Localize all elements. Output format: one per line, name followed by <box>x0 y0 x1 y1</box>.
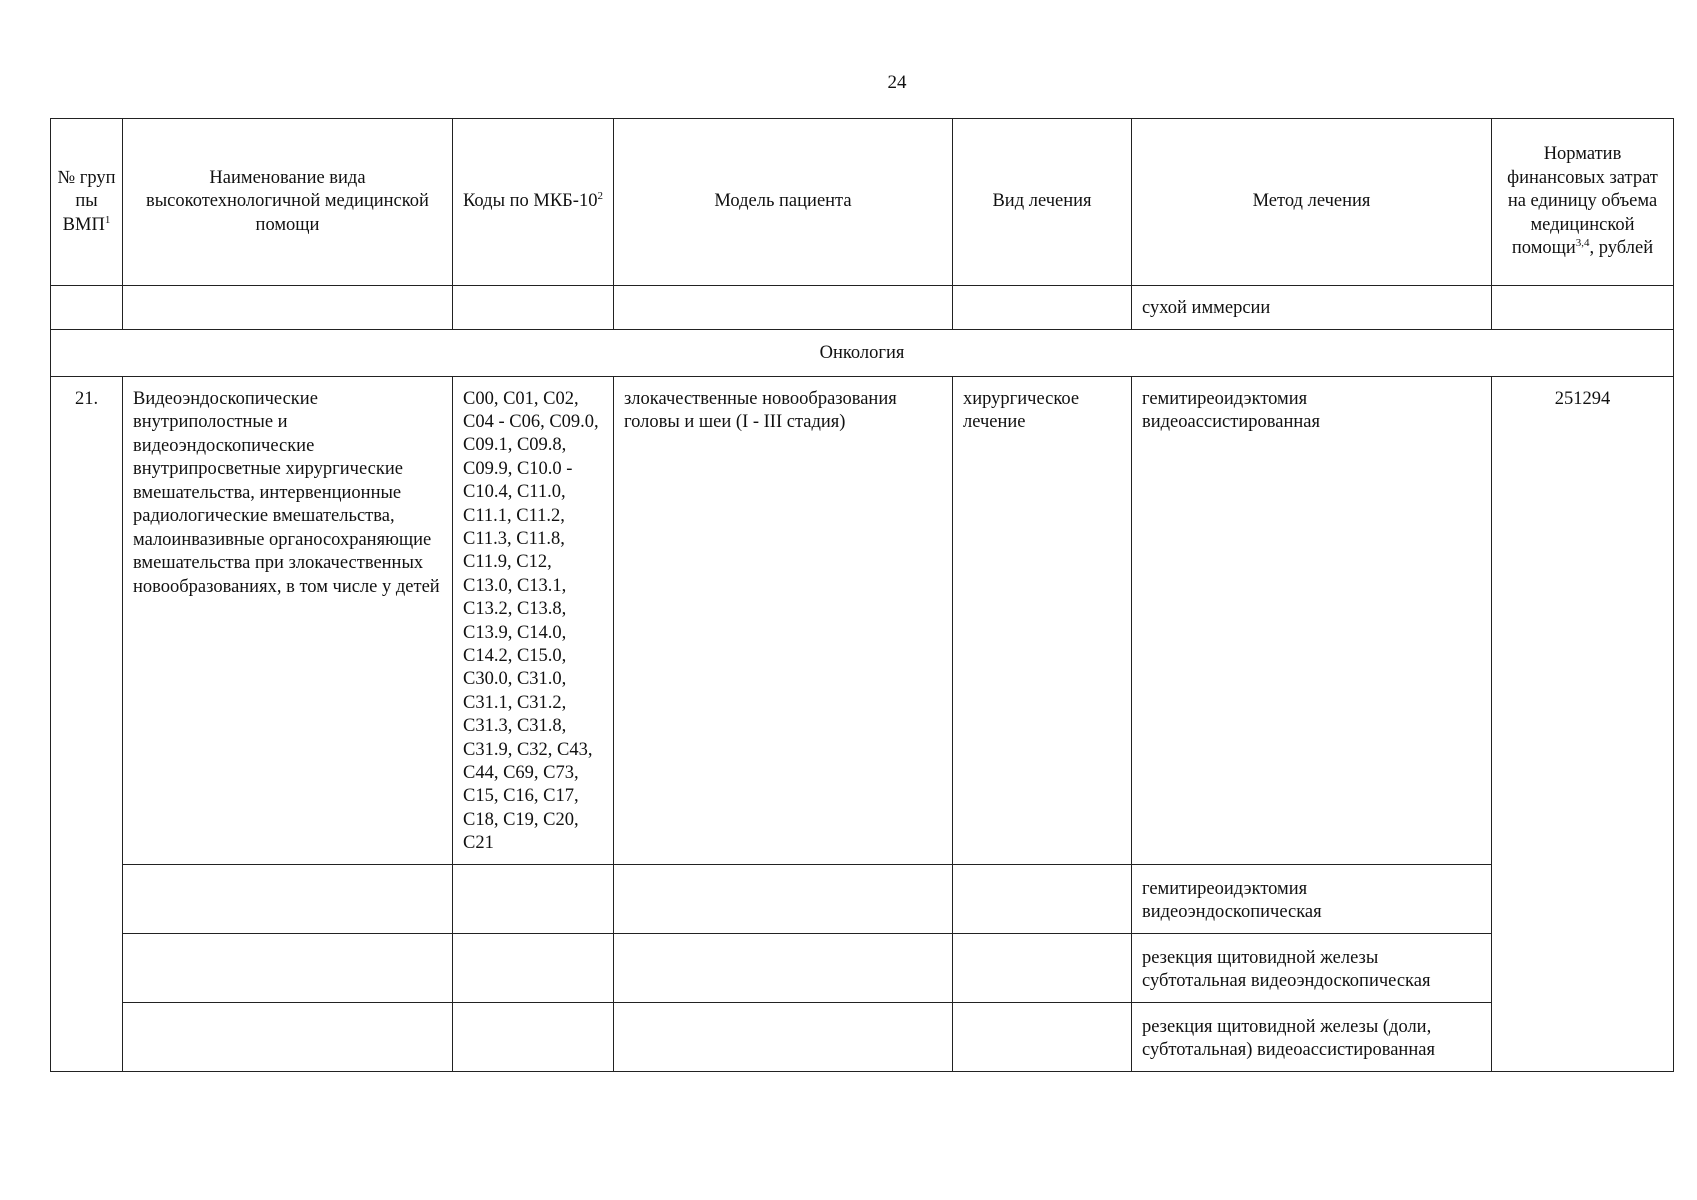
table-row <box>51 376 1674 864</box>
cost-norm-cell: 251294 <box>1492 376 1674 1071</box>
icd-codes-cell: C00, C01, C02, C04 - C06, C09.0, C09.1, C09.8, C09.9, C10.0 - C10.4, C11.0, C11.1, C11.2, C11.3, C11.8, C11.9, C12, C13.0, C13.1, C13.2, C13.8, C13.9, C14.0, C14.2, C15.0, C30.0, C31.0, C31.1, C31.2, C31.3, C31.8, C31.9, C32, C43, C44, C69, C73, C15, C16, C17, C18, C19, C20, C21 <box>453 376 614 864</box>
treatment-method-cell: гемитиреоидэктомия видеоэндоскопическая <box>1132 864 1492 933</box>
section-title: Онкология <box>51 330 1674 377</box>
table-row <box>51 864 1674 933</box>
table-row <box>51 933 1674 1002</box>
header-cost-norm: Норматив финансовых затрат на единицу объема медицинской помощи$^{3,4}$, рублей <box>1492 119 1674 286</box>
header-name: Наименование вида высокотехнологичной медицинской помощи <box>123 119 453 286</box>
header-treatment-type: Вид лечения <box>953 119 1132 286</box>
header-icd-codes: Коды по МКБ-$10^2$ <box>453 119 614 286</box>
treatment-method-cell: гемитиреоидэктомия видеоассистированная <box>1132 376 1492 864</box>
header-treatment-method: Метод лечения <box>1132 119 1492 286</box>
group-name-cell: Видеоэндоскопические внутриполостные и видеоэндоскопические внутрипросветные хирургические вмешательства, интервенционные радиологические вмешательства, малоинвазивные органосохраняющие вмешательства при злокачественных новообразованиях, в том числе у детей <box>123 376 453 864</box>
treatment-method-cell: резекция щитовидной железы субтотальная видеоэндоскопическая <box>1132 933 1492 1002</box>
group-number-cell: 21. <box>51 376 123 1071</box>
patient-model-cell: злокачественные новообразования головы и шеи (I - III стадия) <box>614 376 953 864</box>
table-header-row <box>51 119 1674 286</box>
section-row <box>51 330 1674 377</box>
vmp-table <box>50 118 1674 1072</box>
header-group-no: № груп пы ВМП$^1$ <box>51 119 123 286</box>
header-patient-model: Модель пациента <box>614 119 953 286</box>
treatment-method-cell: резекция щитовидной железы (доли, субтотальная) видеоассистированная <box>1132 1002 1492 1071</box>
page-number: 24 <box>887 72 907 93</box>
treatment-type-cell: хирургическое лечение <box>953 376 1132 864</box>
continuation-row <box>51 286 1674 330</box>
table-row <box>51 1002 1674 1071</box>
continuation-method-cell: сухой иммерсии <box>1132 286 1492 330</box>
